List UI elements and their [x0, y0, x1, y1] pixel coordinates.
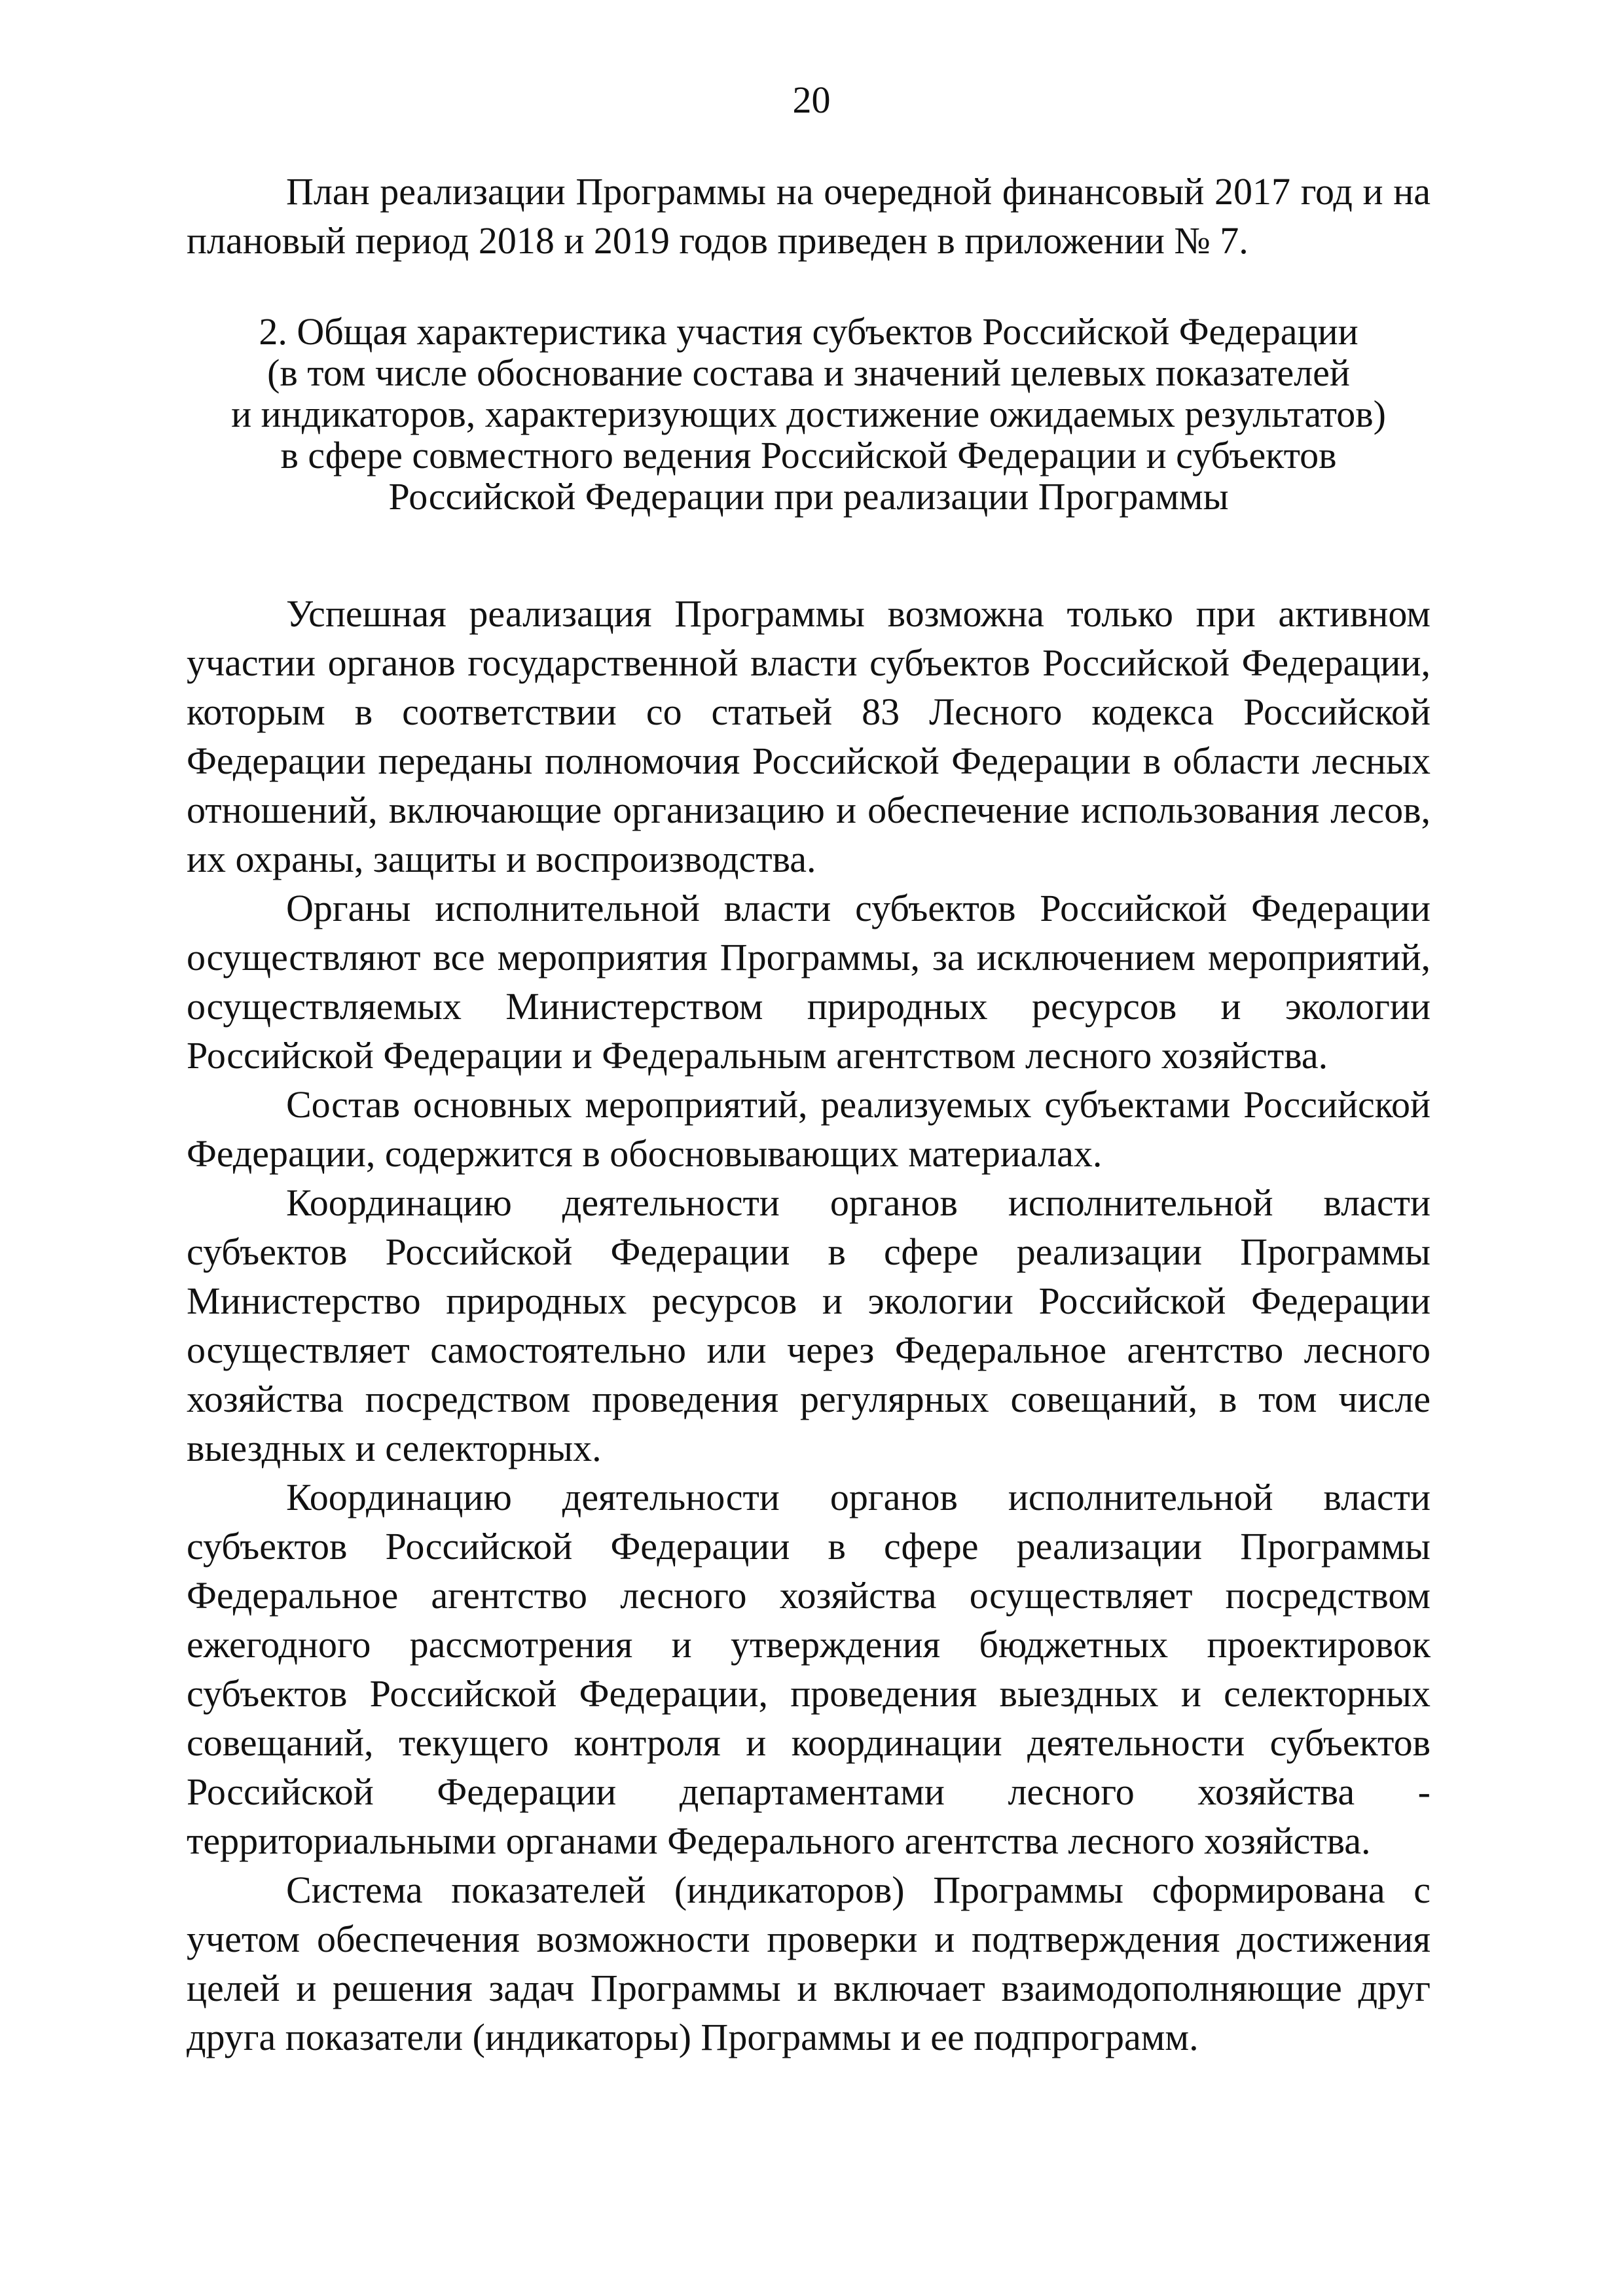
section-heading-line: и индикаторов, характеризующих достижение ожидаемых результатов): [231, 393, 1386, 435]
intro-block: [187, 167, 1431, 265]
section-heading-line: 2. Общая характеристика участия субъектов Российской Федерации: [259, 310, 1359, 353]
section-heading: [187, 311, 1431, 517]
section-heading-line: Российской Федерации при реализации Программы: [388, 475, 1229, 518]
intro-paragraph: План реализации Программы на очередной финансовый 2017 год и на плановый период 2018 и 2019 годов приведен в приложении № 7.: [187, 170, 1431, 262]
body-paragraph: Состав основных мероприятий, реализуемых субъектами Российской Федерации, содержится в обосновывающих материалах.: [187, 1083, 1431, 1175]
body-paragraph: Органы исполнительной власти субъектов Российской Федерации осуществляют все мероприятия Программы, за исключением мероприятий, осуществляемых Министерством природных ресурсов и экологии Российской Федерации и Федеральным агентством лесного хозяйства.: [187, 887, 1431, 1077]
body-paragraph: Успешная реализация Программы возможна только при активном участии органов государственной власти субъектов Российской Федерации, которым в соответствии со статьей 83 Лесного кодекса Российской Федерации переданы полномочия Российской Федерации в области лесных отношений, включающие организацию и обеспечение использования лесов, их охраны, защиты и воспроизводства.: [187, 592, 1431, 880]
section-heading-line: (в том числе обоснование состава и значений целевых показателей: [267, 351, 1350, 394]
page-number: 20: [792, 79, 831, 121]
section-heading-line: в сфере совместного ведения Российской Федерации и субъектов: [280, 434, 1337, 476]
section-body: [187, 589, 1431, 2062]
body-paragraph: Координацию деятельности органов исполнительной власти субъектов Российской Федерации в сфере реализации Программы Министерство природных ресурсов и экологии Российской Федерации осуществляет самостоятельно или через Федеральное агентство лесного хозяйства посредством проведения регулярных совещаний, в том числе выездных и селекторных.: [187, 1181, 1431, 1469]
body-paragraph: Система показателей (индикаторов) Программы сформирована с учетом обеспечения возможности проверки и подтверждения достижения целей и решения задач Программы и включает взаимодополняющие друг друга показатели (индикаторы) Программы и ее подпрограмм.: [187, 1869, 1431, 2058]
body-paragraph: Координацию деятельности органов исполнительной власти субъектов Российской Федерации в сфере реализации Программы Федеральное агентство лесного хозяйства осуществляет посредством ежегодного рассмотрения и утверждения бюджетных проектировок субъектов Российской Федерации, проведения выездных и селекторных совещаний, текущего контроля и координации деятельности субъектов Российской Федерации департаментами лесного хозяйства - территориальными органами Федерального агентства лесного хозяйства.: [187, 1476, 1431, 1862]
